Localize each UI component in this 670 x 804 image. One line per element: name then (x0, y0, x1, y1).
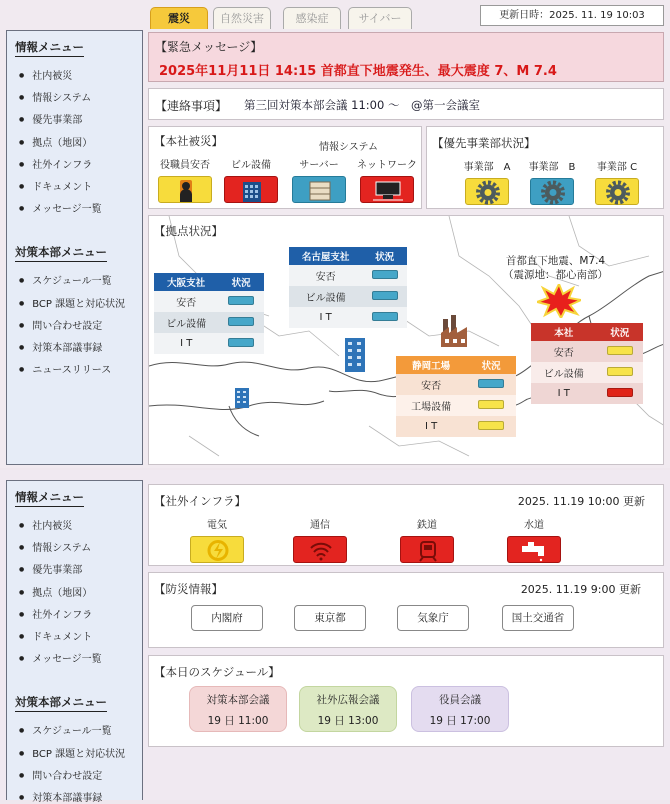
status-label: 事業部 B (528, 162, 576, 173)
sidebar-item-schedule[interactable]: ● スケジュール一覧 (19, 722, 142, 737)
gear-icon (530, 178, 574, 205)
status-indicator-yellow (478, 400, 504, 409)
row-label: ビル設備 (531, 362, 597, 383)
schedule-card[interactable] (411, 686, 509, 732)
infra-power[interactable] (189, 516, 245, 563)
info-menu-title: 情報メニュー (15, 39, 84, 57)
site-name: 静岡工場 (396, 356, 466, 374)
tab-cyber[interactable]: サイバー (348, 7, 412, 29)
sidebar-item-external-infra[interactable]: ● 社外インフラ (19, 156, 142, 171)
row-label: 安否 (396, 374, 466, 395)
company-damage-title: 【本社被災】 (154, 134, 223, 148)
nagoya-status-table (289, 247, 407, 328)
status-indicator-red (607, 388, 633, 397)
sidebar-item-company-damage[interactable]: ● 社内被災 (19, 67, 142, 82)
priority-division-panel (426, 126, 664, 209)
row-label: I T (531, 383, 597, 404)
site-name: 名古屋支社 (289, 247, 362, 265)
infra-water[interactable] (506, 516, 562, 563)
quake-label-line1: 首都直下地震、M7.4 (505, 255, 606, 267)
emergency-title: 【緊急メッセージ】 (155, 40, 263, 54)
infra-telecom[interactable] (292, 516, 348, 563)
status-label: ビル設備 (231, 160, 271, 171)
status-indicator-blue (228, 317, 254, 326)
schedule-card[interactable] (299, 686, 397, 732)
row-label: 安否 (289, 265, 362, 286)
status-indicator-yellow (478, 421, 504, 430)
row-label: 安否 (531, 341, 597, 362)
explosion-icon (537, 284, 581, 318)
status-employee-safety[interactable] (155, 156, 215, 203)
site-name: 本社 (531, 323, 597, 341)
status-header: 状況 (466, 356, 516, 374)
schedule-title: 【本日のスケジュール】 (154, 665, 280, 679)
status-server[interactable] (289, 156, 349, 203)
row-label: 安否 (154, 291, 218, 312)
disaster-info-panel (148, 572, 664, 648)
emergency-message-panel (148, 32, 664, 82)
quake-epicenter-label (503, 254, 608, 282)
sidebar-item-info-system[interactable]: ● 情報システム (19, 539, 142, 554)
infra-updated: 2025. 11.19 10:00 更新 (517, 495, 645, 508)
water-icon (507, 536, 561, 563)
sidebar-item-priority-division[interactable]: ● 優先事業部 (19, 111, 142, 126)
schedule-card-time: 19 日 17:00 (429, 715, 491, 727)
sidebar-item-priority-division[interactable]: ● 優先事業部 (19, 561, 142, 576)
infra-railway[interactable] (399, 516, 455, 563)
status-indicator-yellow (607, 346, 633, 355)
status-indicator-blue (228, 296, 254, 305)
sidebar-top (6, 30, 143, 465)
gear-icon (465, 178, 509, 205)
schedule-card-title: 社外広報会議 (316, 694, 380, 706)
infra-label: 電気 (207, 520, 227, 531)
sidebar-item-inquiry-settings[interactable]: ● 問い合わせ設定 (19, 767, 142, 782)
hq-menu-list (15, 722, 142, 804)
infra-label: 鉄道 (417, 520, 437, 531)
sidebar-item-documents[interactable]: ● ドキュメント (19, 178, 142, 193)
infra-title: 【社外インフラ】 (154, 494, 246, 508)
sidebar-item-news-release[interactable]: ● ニュースリリース (19, 361, 142, 376)
infra-label: 通信 (310, 520, 330, 531)
sidebar-item-schedule[interactable]: ● スケジュール一覧 (19, 272, 142, 287)
sidebar-item-inquiry-settings[interactable]: ● 問い合わせ設定 (19, 317, 142, 332)
network-icon (360, 176, 414, 203)
osaka-building-icon (233, 386, 251, 408)
gear-icon (595, 178, 639, 205)
external-infra-panel (148, 484, 664, 566)
tab-infectious-disease[interactable]: 感染症 (283, 7, 341, 29)
priority-division-title: 【優先事業部状況】 (432, 136, 536, 150)
schedule-card-title: 役員会議 (439, 694, 481, 706)
hq-menu-list (15, 272, 142, 376)
sidebar-item-messages[interactable]: ● メッセージ一覧 (19, 650, 142, 665)
agency-cabinet-office-button[interactable]: 内閣府 (191, 605, 263, 631)
status-indicator-blue (372, 270, 398, 279)
hq-menu-title: 対策本部メニュー (15, 694, 107, 712)
power-icon (190, 536, 244, 563)
server-icon (292, 176, 346, 203)
status-division-c[interactable] (587, 158, 647, 205)
status-division-a[interactable] (457, 158, 517, 205)
row-label: ビル設備 (289, 286, 362, 307)
site-status-title: 【拠点状況】 (154, 224, 223, 238)
info-menu-list (15, 67, 142, 215)
sidebar-item-documents[interactable]: ● ドキュメント (19, 628, 142, 643)
person-icon (158, 176, 212, 203)
disaster-info-updated: 2025. 11.19 9:00 更新 (520, 583, 641, 596)
tab-earthquake[interactable]: 震災 (150, 7, 208, 29)
sidebar-item-hq-minutes[interactable]: ● 対策本部議事録 (19, 339, 142, 354)
sidebar-item-bcp-issues[interactable]: ● BCP 課題と対応状況 (19, 295, 142, 310)
status-label: 事業部 A (463, 162, 511, 173)
disaster-info-title: 【防災情報】 (154, 582, 223, 596)
sidebar-item-info-system[interactable]: ● 情報システム (19, 89, 142, 104)
infra-label: 水道 (524, 520, 544, 531)
status-network[interactable] (355, 156, 419, 203)
agency-tokyo-button[interactable]: 東京都 (294, 605, 366, 631)
shizuoka-status-table (396, 356, 516, 437)
status-label: 役職員安否 (160, 160, 210, 171)
status-header: 状況 (362, 247, 407, 265)
status-indicator-blue (478, 379, 504, 388)
schedule-card-title: 対策本部会議 (206, 694, 270, 706)
quake-label-line2: （震源地：都心南部） (503, 269, 608, 281)
sidebar-item-site-map[interactable]: ● 拠点（地図） (19, 134, 142, 149)
notice-title: 【連絡事項】 (155, 99, 228, 113)
status-indicator-blue (372, 312, 398, 321)
sidebar-bottom (6, 480, 143, 804)
schedule-card-time: 19 日 13:00 (317, 715, 379, 727)
sidebar-item-company-damage[interactable]: ● 社内被災 (19, 517, 142, 532)
info-menu-title: 情報メニュー (15, 489, 84, 507)
sidebar-item-bcp-issues[interactable]: ● BCP 課題と対応状況 (19, 745, 142, 760)
row-label: I T (154, 333, 218, 354)
row-label: ビル設備 (154, 312, 218, 333)
update-timestamp: 更新日時：2025. 11. 19 10:03 (480, 5, 664, 26)
agency-jma-button[interactable]: 気象庁 (397, 605, 469, 631)
row-label: I T (289, 307, 362, 328)
osaka-status-table (154, 273, 264, 354)
notice-text: 第三回対策本部会議 11:00 ～ @第一会議室 (244, 98, 480, 112)
status-label: サーバー (299, 160, 339, 171)
info-system-group-label: 情報システム (319, 142, 378, 153)
status-indicator-blue (228, 338, 254, 347)
status-indicator-blue (372, 291, 398, 300)
row-label: I T (396, 416, 466, 437)
agency-mlit-button[interactable]: 国土交通省 (502, 605, 574, 631)
schedule-card-time: 19 日 11:00 (207, 715, 269, 727)
info-menu-list (15, 517, 142, 665)
hq-status-table (531, 323, 643, 404)
schedule-panel (148, 655, 664, 747)
status-division-b[interactable] (522, 158, 582, 205)
company-damage-panel (148, 126, 422, 209)
notice-panel (148, 88, 664, 120)
tab-natural-disaster[interactable]: 自然災害 (213, 7, 271, 29)
emergency-text: 2025年11月11日 14:15 首都直下地震発生、最大震度 7、M 7.4 (159, 64, 557, 79)
row-label: 工場設備 (396, 395, 466, 416)
site-status-map-panel (148, 215, 664, 465)
status-indicator-yellow (607, 367, 633, 376)
wifi-icon (293, 536, 347, 563)
site-name: 大阪支社 (154, 273, 218, 291)
building-icon (224, 176, 278, 203)
sidebar-item-hq-minutes[interactable]: ● 対策本部議事録 (19, 789, 142, 804)
status-label: 事業部 C (596, 162, 638, 173)
status-header: 状況 (597, 323, 643, 341)
status-label: ネットワーク (357, 160, 417, 171)
status-building[interactable] (221, 156, 281, 203)
factory-icon (439, 315, 469, 347)
train-icon (400, 536, 454, 563)
sidebar-item-site-map[interactable]: ● 拠点（地図） (19, 584, 142, 599)
sidebar-item-messages[interactable]: ● メッセージ一覧 (19, 200, 142, 215)
status-header: 状況 (218, 273, 264, 291)
sidebar-item-external-infra[interactable]: ● 社外インフラ (19, 606, 142, 621)
schedule-card[interactable] (189, 686, 287, 732)
hq-menu-title: 対策本部メニュー (15, 244, 107, 262)
nagoya-building-icon (343, 336, 367, 372)
